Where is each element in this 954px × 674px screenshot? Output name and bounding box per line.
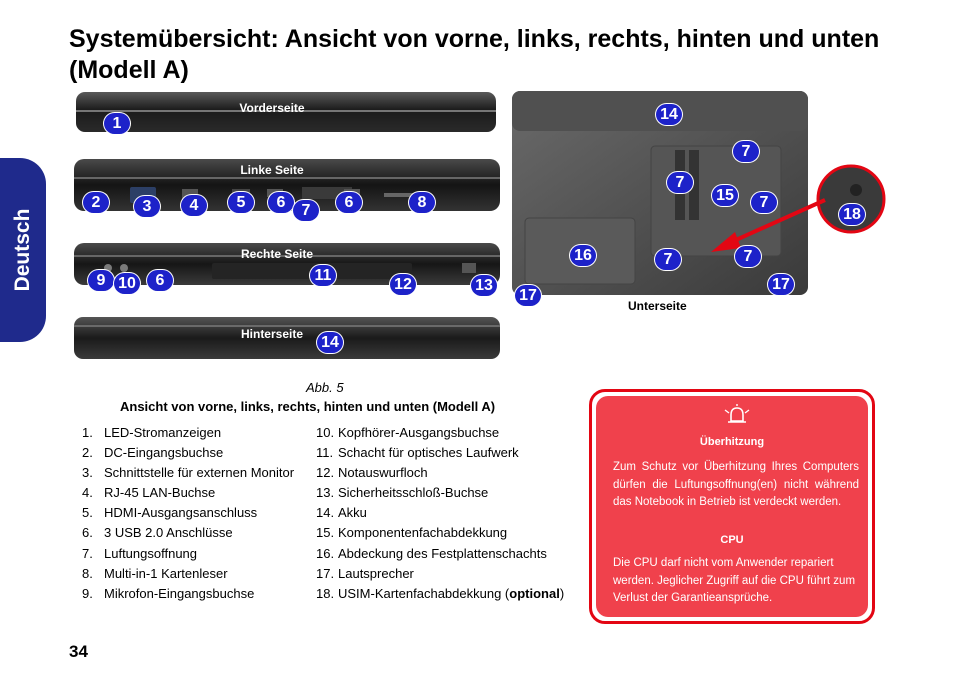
list-item: 5. HDMI-Ausgangsanschluss [82,505,258,521]
callout-badge: 7 [293,200,319,221]
callout-badge: 7 [735,246,761,267]
list-item: 16. Abdeckung des Festplattenschachts [316,545,547,561]
overheat-warning-icon [722,404,752,426]
right-side-view-label: Rechte Seite [240,247,314,261]
callout-badge: 6 [268,192,294,213]
callout-badge: 17 [768,274,794,295]
figure-caption: Ansicht von vorne, links, rechts, hinten und unten (Modell A) [120,399,496,414]
list-item: 13. Sicherheitsschloß-Buchse [316,485,489,501]
list-item: 6. 3 USB 2.0 Anschlüsse [82,525,233,541]
callout-badge: 8 [409,192,435,213]
list-item: 3. Schnittstelle für externen Monitor [82,465,295,481]
legend-list-left [82,423,294,604]
warning-text-overheat: Zum Schutz vor Überhitzung Ihres Computers dürfen die Luftungsoffnung(en) nicht während das Notebook in Betrieb ist verdeckt werden. [613,461,859,508]
legend-list-right [316,423,564,604]
warning-panel [596,396,868,617]
list-item: 11. Schacht für optisches Laufwerk [316,445,519,461]
list-item: 8. Multi-in-1 Kartenleser [82,565,228,581]
list-item: 18. USIM-Kartenfachabdekkung (optional) [316,585,565,601]
callout-badge: 15 [712,185,738,206]
list-item: 2. DC-Eingangsbuchse [82,445,224,461]
list-item: 12. Notauswurfloch [316,465,428,481]
list-item: 17. Lautsprecher [316,565,414,581]
callout-badge: 12 [390,274,416,295]
list-item: 1. LED-Stromanzeigen [82,425,222,440]
warning-heading-overheat: Überhitzung [699,436,765,448]
callout-badge: 13 [471,275,497,296]
list-item: 7. Luftungsoffnung [82,545,198,561]
rear-view-label: Hinterseite [240,327,304,341]
callout-badge: 7 [733,141,759,162]
callout-badge: 7 [751,192,777,213]
callout-badge: 3 [134,196,160,217]
language-side-tab [0,158,46,342]
callout-badge: 11 [310,265,336,286]
callout-badge: 7 [667,172,693,193]
callout-badge: 18 [839,204,865,225]
figure-number: Abb. 5 [306,380,344,395]
callout-badge: 14 [656,104,682,125]
list-item: 14. Akku [316,505,367,521]
list-item: 9. Mikrofon-Eingangsbuchse [82,585,255,601]
callout-badge: 9 [88,270,114,291]
bottom-view-label: Unterseite [628,299,687,313]
list-item: 15. Komponentenfachabdekkung [316,525,508,541]
callout-badge: 14 [317,332,343,353]
page-title: Systemübersicht: Ansicht von vorne, links, rechts, hinten und unten (Modell A) [69,25,880,84]
list-item: 10. Kopfhörer-Ausgangsbuchse [316,425,500,440]
callout-badge: 2 [83,192,109,213]
warning-heading-cpu: CPU [720,534,744,546]
page-number: 34 [69,642,88,661]
side-tab-label: Deutsch [11,208,34,292]
callout-badge: 6 [147,270,173,291]
warning-box [589,389,875,624]
callout-badge: 17 [515,285,541,306]
callout-badge: 10 [114,273,140,294]
callout-badge: 6 [336,192,362,213]
callout-badge: 1 [104,113,130,134]
callout-badge: 4 [181,195,207,216]
callout-badge: 7 [655,249,681,270]
front-view-label: Vorderseite [239,101,305,115]
callout-badge: 16 [570,245,596,266]
left-side-view-label: Linke Seite [240,163,304,177]
list-item: 4. RJ-45 LAN-Buchse [82,485,216,501]
callout-badge: 5 [228,192,254,213]
warning-text-cpu: Die CPU darf nicht vom Anwender repariert werden. Jeglicher Zugriff auf die CPU führt zum Verlust der Garantieansprüche. [613,557,856,604]
